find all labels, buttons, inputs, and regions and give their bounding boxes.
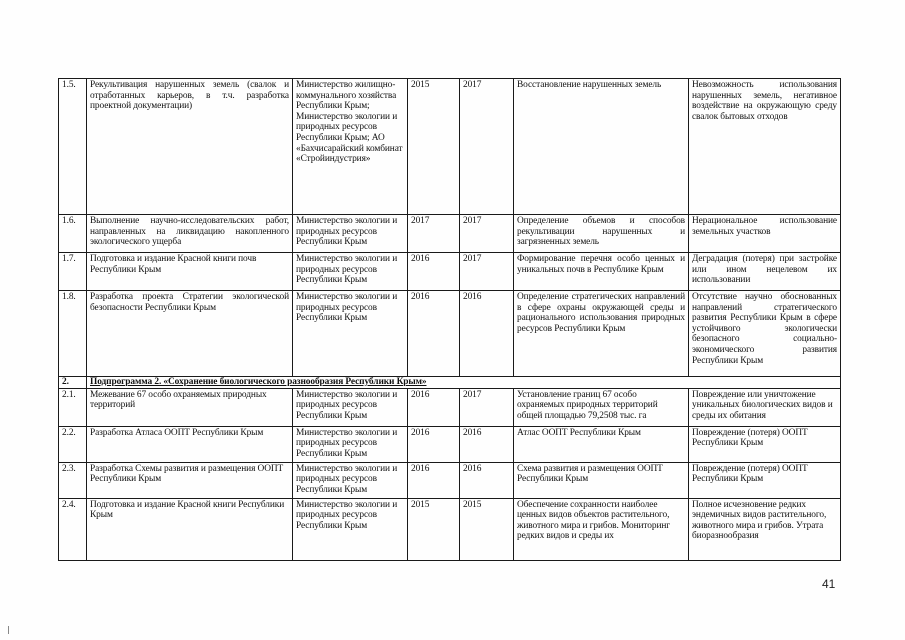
end-year-cell: 2015 bbox=[460, 498, 514, 560]
result-cell: Определение стратегических направлений в сфере охраны окружающей среды и рационального использования природных ресурсов Республики Крым bbox=[514, 291, 689, 377]
executor-cell: Министерство экологии и природных ресурсов Республики Крым bbox=[293, 215, 408, 253]
consequence-cell: Нерациональное использование земельных участков bbox=[689, 215, 841, 253]
activity-cell: Подготовка и издание Красной книги Республики Крым bbox=[87, 498, 293, 560]
executor-cell: Министерство экологии и природных ресурсов Республики Крым bbox=[293, 498, 408, 560]
consequence-cell: Деградация (потеря) при застройке или ином нецелевом их использовании bbox=[689, 253, 841, 291]
activity-cell: Рекультивация нарушенных земель (свалок и отработанных карьеров, в т.ч. разработка проектной документации) bbox=[87, 79, 293, 215]
table-row bbox=[59, 388, 841, 426]
result-cell: Схема развития и размещения ООПТ Республики Крым bbox=[514, 462, 689, 498]
table-row bbox=[59, 462, 841, 498]
section-number: 2. bbox=[59, 377, 87, 389]
consequence-cell: Повреждение или уничтожение уникальных биологических видов и среды их обитания bbox=[689, 388, 841, 426]
row-number: 1.6. bbox=[59, 215, 87, 253]
table-row bbox=[59, 498, 841, 560]
start-year-cell: 2016 bbox=[408, 462, 460, 498]
result-cell: Определение объемов и способов рекультивации нарушенных и загрязненных земель bbox=[514, 215, 689, 253]
start-year-cell: 2016 bbox=[408, 253, 460, 291]
consequence-cell: Повреждение (потеря) ООПТ Республики Крым bbox=[689, 462, 841, 498]
consequence-cell: Повреждение (потеря) ООПТ Республики Крым bbox=[689, 426, 841, 462]
start-year-cell: 2016 bbox=[408, 388, 460, 426]
end-year-cell: 2017 bbox=[460, 79, 514, 215]
executor-cell: Министерство экологии и природных ресурсов Республики Крым bbox=[293, 291, 408, 377]
result-cell: Обеспечение сохранности наиболее ценных видов объектов растительного, животного мира и грибов. Мониторинг редких видов и среды их bbox=[514, 498, 689, 560]
end-year-cell: 2016 bbox=[460, 462, 514, 498]
row-number: 1.7. bbox=[59, 253, 87, 291]
executor-cell: Министерство экологии и природных ресурсов Республики Крым bbox=[293, 462, 408, 498]
end-year-cell: 2016 bbox=[460, 426, 514, 462]
end-year-cell: 2017 bbox=[460, 215, 514, 253]
activities-table bbox=[58, 78, 841, 561]
table-row bbox=[59, 291, 841, 377]
activity-cell: Межевание 67 особо охраняемых природных территорий bbox=[87, 388, 293, 426]
start-year-cell: 2016 bbox=[408, 426, 460, 462]
table-row bbox=[59, 426, 841, 462]
activity-cell: Разработка Схемы развития и размещения ООПТ Республики Крым bbox=[87, 462, 293, 498]
result-cell: Восстановление нарушенных земель bbox=[514, 79, 689, 215]
row-number: 2.4. bbox=[59, 498, 87, 560]
executor-cell: Министерство экологии и природных ресурсов Республики Крым bbox=[293, 426, 408, 462]
row-number: 2.3. bbox=[59, 462, 87, 498]
row-number: 2.2. bbox=[59, 426, 87, 462]
start-year-cell: 2015 bbox=[408, 79, 460, 215]
table-row bbox=[59, 79, 841, 215]
activity-cell: Разработка проекта Стратегии экологической безопасности Республики Крым bbox=[87, 291, 293, 377]
executor-cell: Министерство экологии и природных ресурсов Республики Крым bbox=[293, 253, 408, 291]
start-year-cell: 2017 bbox=[408, 215, 460, 253]
start-year-cell: 2015 bbox=[408, 498, 460, 560]
consequence-cell: Отсутствие научно обоснованных направлений стратегического развития Республики Крым в сфере устойчивого экологически безопасного социально-экономического развития Республики Крым bbox=[689, 291, 841, 377]
start-year-cell: 2016 bbox=[408, 291, 460, 377]
result-cell: Формирование перечня особо ценных и уникальных почв в Республике Крым bbox=[514, 253, 689, 291]
row-number: 1.5. bbox=[59, 79, 87, 215]
executor-cell: Министерство жилищно-коммунального хозяйства Республики Крым; Министерство экологии и природных ресурсов Республики Крым; АО «Бахчисарайский комбинат «Стройиндустрия» bbox=[293, 79, 408, 215]
page-number: 41 bbox=[822, 577, 836, 591]
activity-cell: Выполнение научно-исследовательских работ, направленных на ликвидацию накопленного экологического ущерба bbox=[87, 215, 293, 253]
activity-cell: Подготовка и издание Красной книги почв Республики Крым bbox=[87, 253, 293, 291]
scan-artifact bbox=[8, 626, 9, 634]
consequence-cell: Невозможность использования нарушенных земель, негативное воздействие на окружающую среду свалок бытовых отходов bbox=[689, 79, 841, 215]
end-year-cell: 2017 bbox=[460, 253, 514, 291]
section-title: Подпрограмма 2. «Сохранение биологического разнообразия Республики Крым» bbox=[87, 377, 841, 389]
consequence-cell: Полное исчезновение редких эндемичных видов растительного, животного мира и грибов. Утрата биоразнообразия bbox=[689, 498, 841, 560]
table-row bbox=[59, 253, 841, 291]
activity-cell: Разработка Атласа ООПТ Республики Крым bbox=[87, 426, 293, 462]
table-row bbox=[59, 215, 841, 253]
section-row bbox=[59, 377, 841, 389]
executor-cell: Министерство экологии и природных ресурсов Республики Крым bbox=[293, 388, 408, 426]
result-cell: Атлас ООПТ Республики Крым bbox=[514, 426, 689, 462]
end-year-cell: 2016 bbox=[460, 291, 514, 377]
row-number: 2.1. bbox=[59, 388, 87, 426]
result-cell: Установление границ 67 особо охраняемых природных территорий общей площадью 79,2508 тыс. га bbox=[514, 388, 689, 426]
row-number: 1.8. bbox=[59, 291, 87, 377]
end-year-cell: 2017 bbox=[460, 388, 514, 426]
